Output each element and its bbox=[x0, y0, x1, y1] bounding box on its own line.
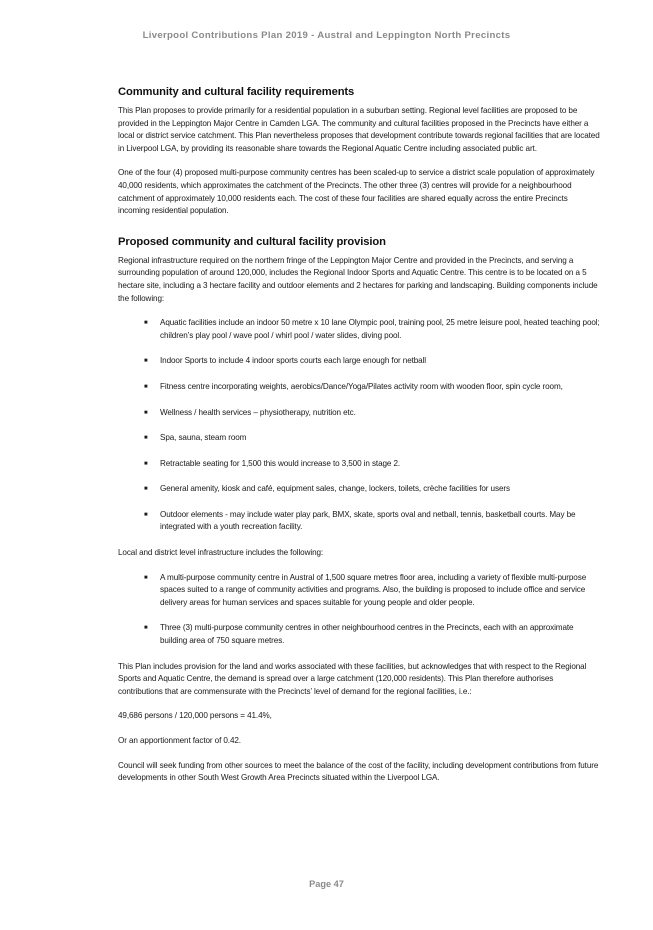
section-heading-requirements: Community and cultural facility requirements bbox=[118, 86, 355, 98]
bullet-icon: ■ bbox=[144, 460, 148, 467]
list-item bbox=[118, 458, 600, 471]
list-item-text: General amenity, kiosk and café, equipment sales, change, lockers, toilets, crèche facilities for users bbox=[160, 484, 510, 494]
list-item bbox=[118, 483, 600, 496]
building-components-list bbox=[118, 317, 600, 534]
paragraph: Local and district level infrastructure includes the following: bbox=[118, 548, 324, 558]
bullet-icon: ■ bbox=[144, 435, 148, 442]
list-item bbox=[118, 355, 600, 368]
list-item-text: Retractable seating for 1,500 this would increase to 3,500 in stage 2. bbox=[160, 458, 401, 468]
bullet-icon: ■ bbox=[144, 574, 148, 581]
local-infrastructure-list bbox=[118, 572, 600, 648]
list-item-text: Spa, sauna, steam room bbox=[160, 433, 247, 443]
bullet-icon: ■ bbox=[144, 625, 148, 632]
page-number: Page 47 bbox=[309, 879, 344, 889]
list-item-text: Wellness / health services – physiotherapy, nutrition etc. bbox=[160, 407, 356, 417]
list-item bbox=[118, 381, 600, 394]
list-item bbox=[118, 572, 600, 610]
bullet-icon: ■ bbox=[144, 358, 148, 365]
list-item-text: A multi-purpose community centre in Austral of 1,500 square metres floor area, including a variety of flexible multi-purpose spaces suited to a range of community activities and programs. Also, the building is proposed to include office and service delivery areas for human services and spaces suitable for young people and older people. bbox=[160, 572, 587, 607]
bullet-icon: ■ bbox=[144, 409, 148, 416]
running-header: Liverpool Contributions Plan 2019 - Austral and Leppington North Precincts bbox=[142, 30, 511, 41]
list-item-text: Aquatic facilities include an indoor 50 metre x 10 lane Olympic pool, training pool, 25 metre leisure pool, heated teaching pool; children’s play pool / wave pool / whirl pool / water slides, diving pool. bbox=[160, 318, 600, 340]
paragraph: Regional infrastructure required on the northern fringe of the Leppington Major Centre and provided in the Precincts, and serving a surrounding population of around 120,000, includes the Regional Indoor Sports and Aquatic Centre. This centre is to be located on a 5 hectare site, including a 3 hectare facility and outdoor elements and 2 hectares for parking and landscaping. Building components include the following: bbox=[118, 255, 598, 303]
list-item bbox=[118, 317, 600, 342]
paragraph: This Plan proposes to provide primarily for a residential population in a suburban setting. Regional level facilities are proposed to be provided in the Leppington Major Centre in Camden LGA. The community and cultural facilities proposed in the Precincts have either a local or district service catchment. This Plan nevertheless proposes that development contribute towards regional facilities that are located in Liverpool LGA, by providing its reasonable share towards the Regional Aquatic Centre including associated public art. bbox=[118, 106, 600, 153]
list-item bbox=[118, 407, 600, 420]
formula-line: 49,686 persons / 120,000 persons = 41.4%, bbox=[118, 711, 272, 721]
paragraph: Council will seek funding from other sources to meet the balance of the cost of the facility, including development contributions from future developments in other South West Growth Area Precincts situated within the Liverpool LGA. bbox=[118, 760, 599, 783]
apportionment-line: Or an apportionment factor of 0.42. bbox=[118, 736, 241, 745]
bullet-icon: ■ bbox=[144, 383, 148, 390]
bullet-icon: ■ bbox=[144, 320, 148, 327]
list-item-text: Three (3) multi-purpose community centres in other neighbourhood centres in the Precincts, each with an approximate building area of 750 square metres. bbox=[160, 623, 574, 646]
paragraph: One of the four (4) proposed multi-purpose community centres has been scaled-up to service a district scale population of approximately 40,000 residents, which approximates the catchment of the Precincts. The other three (3) centres will provide for a neighbourhood catchment of approximately 10,000 residents each. The cost of these four facilities are shared equally across the entire Precincts incoming residential population. bbox=[118, 168, 595, 216]
bullet-icon: ■ bbox=[144, 486, 148, 493]
list-item bbox=[118, 432, 600, 445]
list-item-text: Fitness centre incorporating weights, aerobics/Dance/Yoga/Pilates activity room with wooden floor, spin cycle room, bbox=[160, 381, 563, 391]
section-heading-provision: Proposed community and cultural facility provision bbox=[118, 235, 386, 248]
list-item-text: Indoor Sports to include 4 indoor sports courts each large enough for netball bbox=[160, 356, 427, 366]
list-item-text: Outdoor elements - may include water play park, BMX, skate, sports oval and netball, tennis, basketball courts. May be integrated with a youth recreation facility. bbox=[160, 509, 576, 532]
paragraph: This Plan includes provision for the land and works associated with these facilities, but acknowledges that with respect to the Regional Sports and Aquatic Centre, the demand is spread over a large catchment (120,000 residents). This Plan therefore authorises contributions that are commensurate with the Precincts’ level of demand for the regional facilities, i.e.: bbox=[118, 661, 587, 696]
page-body bbox=[118, 86, 600, 797]
bullet-icon: ■ bbox=[144, 511, 148, 518]
list-item bbox=[118, 509, 600, 534]
list-item bbox=[118, 622, 600, 647]
